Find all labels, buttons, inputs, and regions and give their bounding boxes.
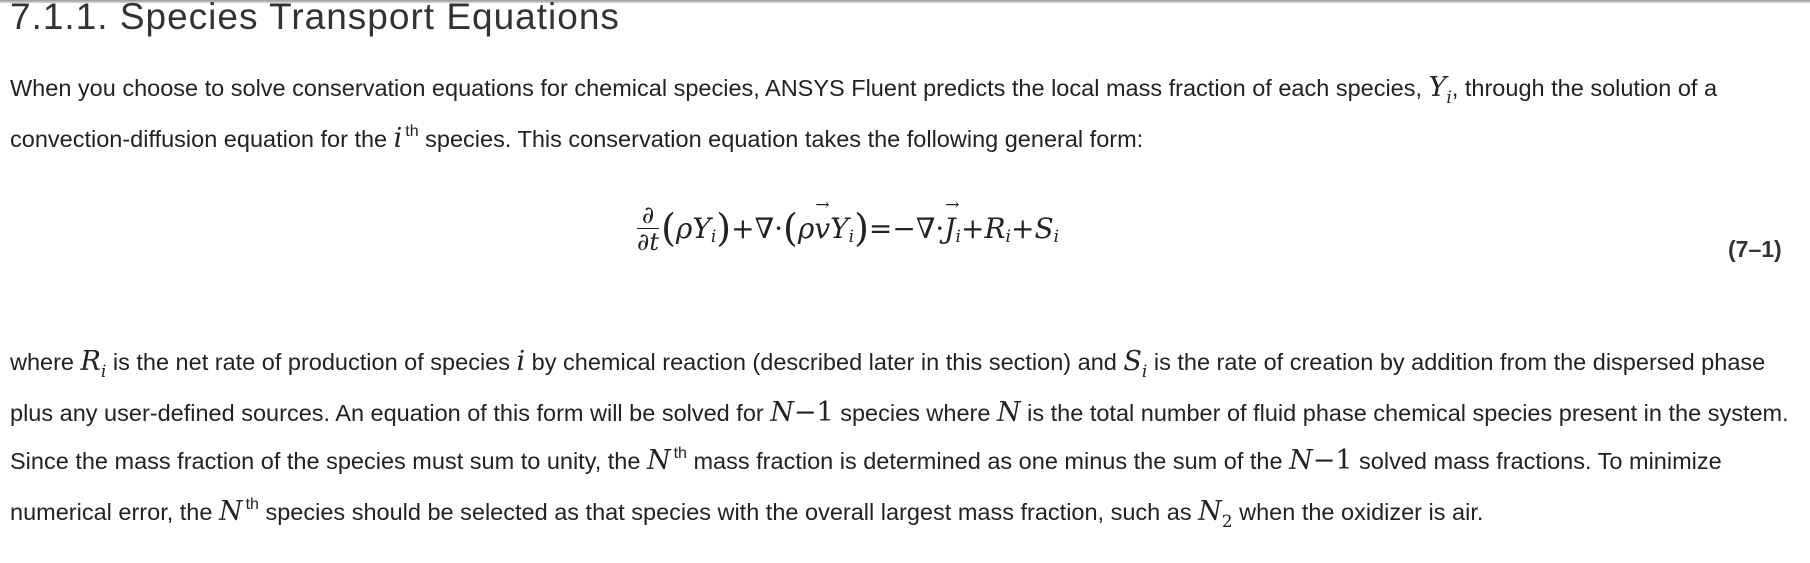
partial-derivative: $\frac{\partial}{\partial t}$ [637, 201, 660, 256]
math-N: N [996, 397, 1021, 428]
math-sub-i: i [1446, 88, 1452, 108]
section-title: 7.1.1. Species Transport Equations [10, 0, 620, 37]
math-Y: Y [1428, 72, 1447, 103]
text: When you choose to solve conservation equations for chemical species, ANSYS Fluent predicts the local mass fraction of each species, [10, 75, 1429, 101]
math-i: i [516, 346, 526, 377]
text: species. This conservation equation takes the following general form: [418, 126, 1144, 152]
equation-number: (7–1) [1728, 236, 1782, 262]
diffusion-flux-vector: → J [944, 212, 955, 245]
math-N: N [218, 496, 243, 527]
math-N: N [770, 397, 794, 428]
math-S: S [1123, 346, 1142, 377]
math-N: N [1198, 496, 1222, 527]
velocity-vector: → v [814, 212, 830, 245]
text: , through the solution of a convection-diffusion equation for the [10, 75, 1718, 152]
math-N: N [1289, 445, 1313, 476]
intro-paragraph [10, 64, 1800, 166]
math-R: R [80, 346, 101, 377]
math-N: N [646, 445, 671, 476]
explanation-paragraph: where $R_i$ is the net rate of production of species i by chemical reaction (described later in this section) and $S_i$ is the rate of creation by addition from the dispersed phase plus any user-defined sources. An equation of this form will be solved for N−1 species where N is the total number of fluid phase chemical species present in the system. Since the mass fraction of the species must sum to unity, the N $^{th}$ mass fraction is determined as one minus the sum of the N−1 solved mass fractions. To minimize numerical error, the N $^{th}$ species should be selected as that species with the overall largest mass fraction, such as $N_2$ when the oxidizer is air. [10, 346, 1789, 532]
species-transport-equation: $\frac{\partial}{\partial t}$ $(\rho Y_i)+\nabla\cdot(\rho\to vY_i)=-\nabla\cdot\to J_i+R_i+S_i$ [637, 203, 1059, 263]
math-i: i [393, 123, 403, 154]
superscript-th: th [405, 123, 419, 140]
